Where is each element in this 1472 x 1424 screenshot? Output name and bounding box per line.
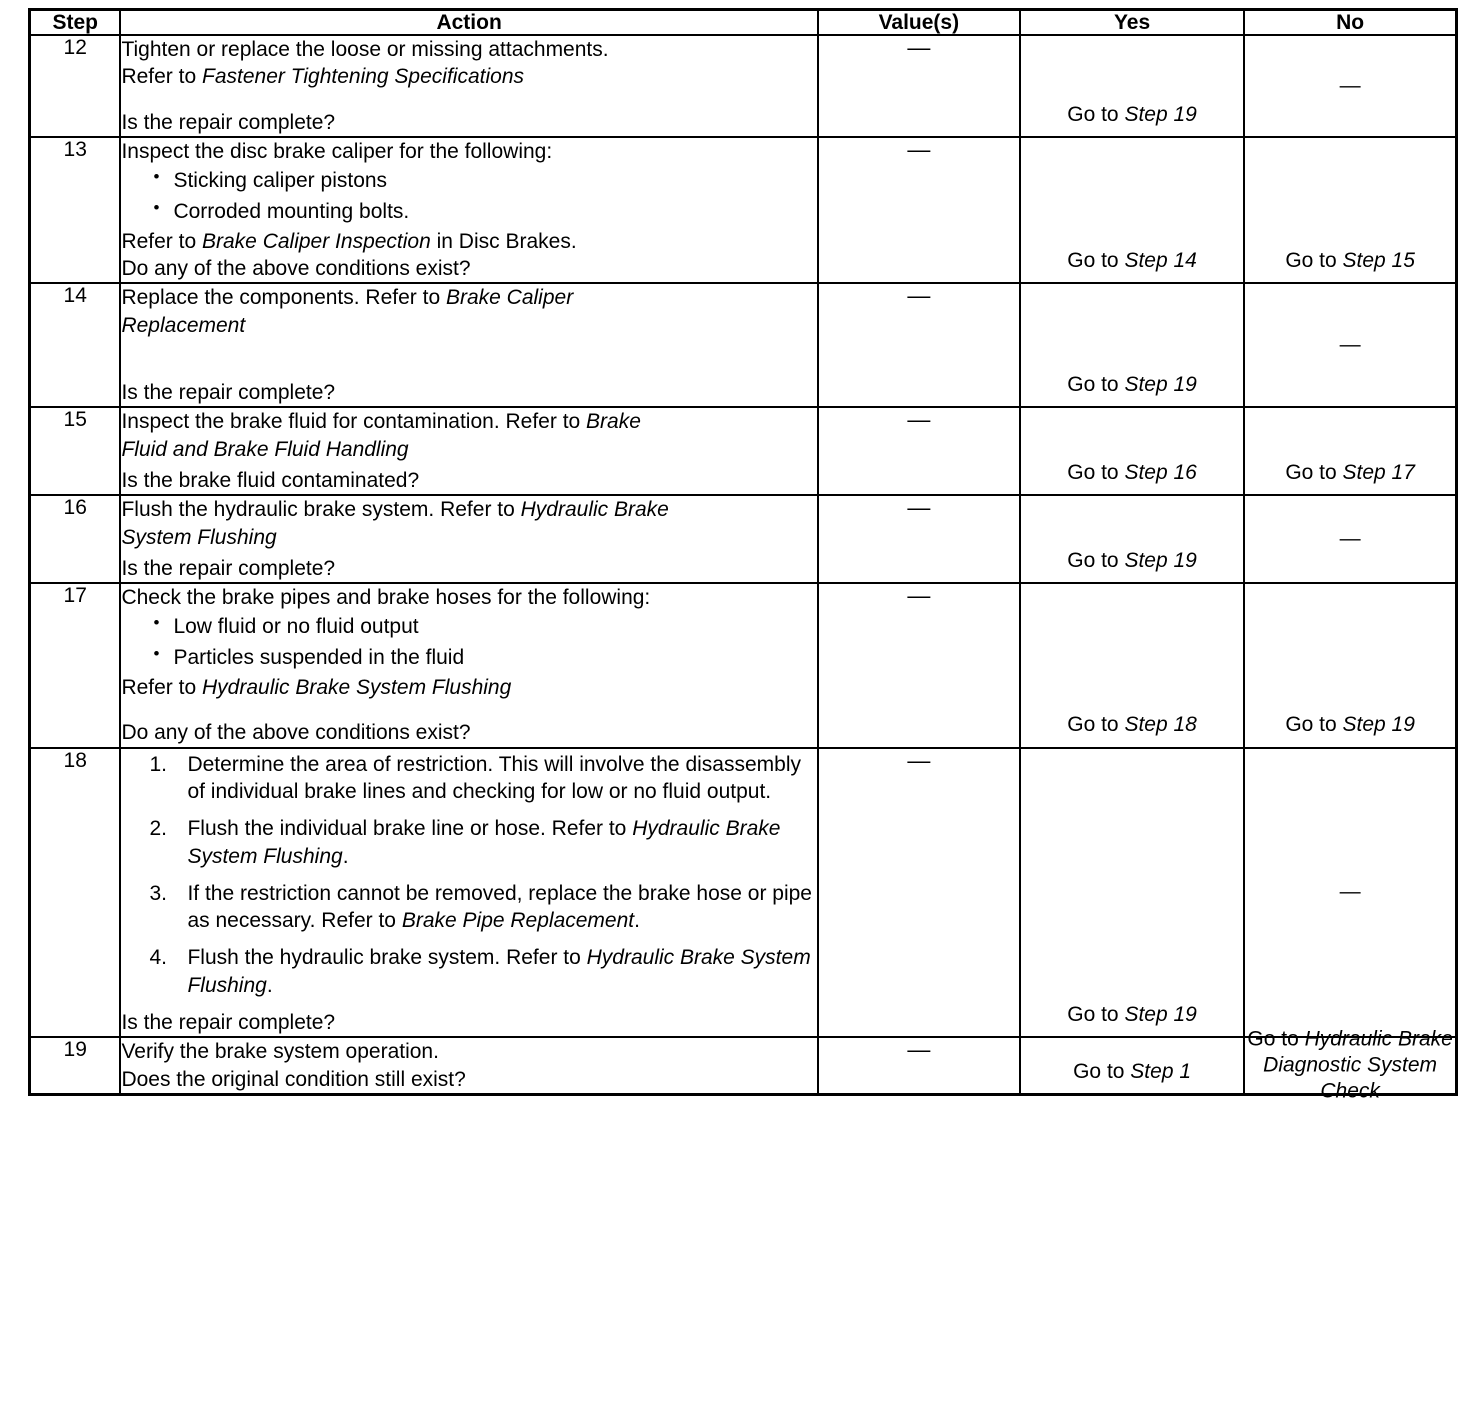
list-item: • Corroded mounting bolts. bbox=[151, 198, 816, 225]
action-question: Is the repair complete? bbox=[121, 1011, 336, 1034]
action-question: Is the repair complete? bbox=[121, 381, 336, 405]
refer-title: Brake Pipe Replacement bbox=[401, 909, 635, 933]
action-line: Check the brake pipes and brake hoses for the following: bbox=[121, 586, 651, 610]
column-header-action: Action bbox=[120, 10, 817, 36]
goto-target: Step 16 bbox=[1124, 461, 1197, 484]
goto-link[interactable] bbox=[1021, 460, 1243, 486]
column-header-step: Step bbox=[30, 10, 121, 36]
action-cell bbox=[120, 495, 817, 583]
list-item: • Low fluid or no fluid output bbox=[151, 613, 816, 640]
yes-cell bbox=[1020, 495, 1244, 583]
goto-target: Step 1 bbox=[1130, 1059, 1192, 1083]
step-number: 18 bbox=[30, 748, 121, 1038]
refer-suffix: in Disc Brakes. bbox=[430, 229, 577, 253]
table-row bbox=[30, 137, 1457, 283]
goto-target: Step 15 bbox=[1342, 249, 1415, 273]
action-line bbox=[121, 674, 816, 701]
list-item-suffix: . bbox=[342, 844, 349, 868]
value-dash: — bbox=[1339, 527, 1361, 551]
table-row bbox=[30, 1037, 1457, 1094]
list-item-text: Flush the individual brake line or hose. Refer to bbox=[187, 817, 633, 841]
goto-link[interactable] bbox=[1245, 460, 1455, 486]
action-line bbox=[121, 63, 816, 90]
value-cell bbox=[818, 137, 1020, 283]
action-cell bbox=[120, 35, 817, 137]
step-number: 15 bbox=[30, 407, 121, 495]
action-cell bbox=[120, 283, 817, 407]
refer-prefix: Inspect the brake fluid for contamination. Refer to bbox=[121, 410, 587, 434]
goto-target: Step 19 bbox=[1124, 548, 1197, 572]
list-item-text: Determine the area of restriction. This will involve the disassembly of individual brake lines and checking for low or no fluid output. bbox=[187, 752, 801, 803]
action-line bbox=[121, 228, 816, 255]
column-header-values: Value(s) bbox=[818, 10, 1020, 36]
goto-link[interactable] bbox=[1021, 372, 1243, 398]
value-cell bbox=[818, 583, 1020, 747]
list-item-suffix: . bbox=[266, 973, 273, 997]
refer-title: Brake Caliper Inspection bbox=[202, 229, 431, 253]
goto-prefix: Go to bbox=[1067, 102, 1125, 126]
goto-target: Step 17 bbox=[1342, 461, 1415, 484]
table-header bbox=[30, 10, 1457, 36]
refer-title: Brake Caliper bbox=[445, 286, 574, 310]
action-line bbox=[121, 284, 816, 311]
value-dash: — bbox=[907, 582, 931, 609]
value-cell bbox=[818, 1037, 1020, 1094]
action-line: Inspect the disc brake caliper for the following: bbox=[121, 139, 553, 163]
action-question: Do any of the above conditions exist? bbox=[121, 721, 471, 745]
value-cell bbox=[818, 283, 1020, 407]
goto-link[interactable] bbox=[1245, 1026, 1455, 1105]
table-row bbox=[30, 283, 1457, 407]
goto-target: Step 19 bbox=[1124, 102, 1197, 126]
goto-link[interactable] bbox=[1021, 102, 1243, 128]
action-line bbox=[121, 436, 816, 463]
refer-title: Fastener Tightening Specifications bbox=[202, 65, 524, 89]
action-line bbox=[121, 408, 816, 435]
goto-link[interactable] bbox=[1245, 712, 1455, 738]
action-cell bbox=[120, 748, 817, 1038]
refer-prefix: Refer to bbox=[121, 229, 202, 253]
table-row bbox=[30, 748, 1457, 1038]
refer-title: System Flushing bbox=[121, 525, 277, 549]
step-number: 12 bbox=[30, 35, 121, 137]
value-dash: — bbox=[1339, 880, 1361, 904]
goto-link[interactable] bbox=[1021, 712, 1243, 738]
goto-link[interactable] bbox=[1021, 1002, 1243, 1028]
action-line bbox=[121, 312, 816, 339]
refer-title: Hydraulic Brake bbox=[520, 498, 669, 522]
refer-title: Hydraulic Brake System Flushing bbox=[187, 946, 811, 997]
no-cell bbox=[1244, 283, 1456, 407]
yes-cell bbox=[1020, 748, 1244, 1038]
action-cell bbox=[120, 407, 817, 495]
yes-cell bbox=[1020, 583, 1244, 747]
value-cell bbox=[818, 748, 1020, 1038]
refer-prefix: Flush the hydraulic brake system. Refer to bbox=[121, 498, 521, 522]
table-row bbox=[30, 35, 1457, 137]
value-dash: — bbox=[907, 34, 931, 61]
value-dash: — bbox=[1339, 74, 1361, 98]
yes-cell bbox=[1020, 137, 1244, 283]
action-question: Do any of the above conditions exist? bbox=[121, 257, 471, 281]
goto-target: Step 14 bbox=[1124, 249, 1197, 273]
action-line: Tighten or replace the loose or missing attachments. bbox=[121, 38, 609, 62]
action-line bbox=[121, 524, 816, 551]
refer-title: Brake bbox=[586, 410, 641, 434]
list-item bbox=[143, 880, 816, 935]
value-cell bbox=[818, 35, 1020, 137]
goto-link[interactable] bbox=[1245, 248, 1455, 274]
numbered-list bbox=[121, 751, 816, 999]
no-cell bbox=[1244, 748, 1456, 1038]
action-cell bbox=[120, 137, 817, 283]
no-cell bbox=[1244, 137, 1456, 283]
refer-prefix: Refer to bbox=[121, 676, 202, 700]
goto-prefix: Go to bbox=[1285, 713, 1343, 737]
goto-target: Step 19 bbox=[1342, 713, 1415, 737]
bullet-list bbox=[121, 613, 816, 671]
action-line: Verify the brake system operation. bbox=[121, 1040, 439, 1064]
list-item: • Sticking caliper pistons bbox=[151, 167, 816, 194]
action-question: Is the repair complete? bbox=[121, 110, 336, 134]
action-question: Is the brake fluid contaminated? bbox=[121, 468, 420, 492]
list-item-text: If the restriction cannot be removed, replace the brake hose or pipe as necessary. Refer to bbox=[187, 881, 812, 933]
goto-prefix: Go to bbox=[1247, 1027, 1305, 1051]
goto-target: Step 19 bbox=[1124, 1003, 1197, 1027]
list-item: • Particles suspended in the fluid bbox=[151, 644, 816, 671]
step-number: 14 bbox=[30, 283, 121, 407]
no-cell bbox=[1244, 407, 1456, 495]
goto-prefix: Go to bbox=[1067, 373, 1125, 397]
spacer bbox=[121, 339, 816, 379]
value-dash: — bbox=[907, 494, 931, 521]
yes-cell bbox=[1020, 407, 1244, 495]
goto-prefix: Go to bbox=[1067, 1003, 1125, 1027]
action-cell bbox=[120, 583, 817, 747]
list-item-suffix: . bbox=[634, 909, 640, 933]
column-header-no: No bbox=[1244, 10, 1456, 36]
value-dash: — bbox=[1339, 333, 1361, 357]
step-number: 19 bbox=[30, 1037, 121, 1094]
value-cell bbox=[818, 495, 1020, 583]
value-dash: — bbox=[907, 282, 931, 309]
refer-prefix: Replace the components. Refer to bbox=[121, 286, 446, 310]
goto-prefix: Go to bbox=[1285, 461, 1343, 484]
goto-link[interactable] bbox=[1021, 248, 1243, 274]
action-line bbox=[121, 496, 816, 523]
yes-cell bbox=[1020, 35, 1244, 137]
no-cell bbox=[1244, 1027, 1456, 1103]
goto-prefix: Go to bbox=[1285, 249, 1343, 273]
spacer bbox=[121, 701, 816, 719]
goto-prefix: Go to bbox=[1067, 461, 1125, 484]
spacer bbox=[121, 91, 816, 109]
goto-link[interactable] bbox=[1021, 548, 1243, 574]
goto-target: Hydraulic Brake Diagnostic System Check bbox=[1263, 1027, 1453, 1103]
list-item bbox=[143, 751, 816, 806]
goto-prefix: Go to bbox=[1067, 713, 1125, 737]
value-dash: — bbox=[907, 746, 931, 773]
list-item-text: Flush the hydraulic brake system. Refer to bbox=[187, 946, 587, 970]
table-row bbox=[30, 495, 1457, 583]
no-cell bbox=[1244, 35, 1456, 137]
goto-target: Step 18 bbox=[1124, 713, 1197, 737]
no-cell bbox=[1244, 495, 1456, 583]
table-header-row bbox=[30, 10, 1457, 36]
step-number: 17 bbox=[30, 583, 121, 747]
refer-title: Replacement bbox=[121, 313, 246, 337]
action-question: Does the original condition still exist? bbox=[121, 1067, 466, 1091]
list-item bbox=[143, 944, 816, 999]
refer-prefix: Refer to bbox=[121, 65, 202, 89]
table-body bbox=[30, 34, 1457, 1103]
column-header-yes: Yes bbox=[1020, 10, 1244, 36]
table-row bbox=[30, 583, 1457, 747]
list-item bbox=[143, 815, 816, 870]
value-dash: — bbox=[907, 135, 931, 162]
refer-title: Hydraulic Brake System Flushing bbox=[187, 817, 781, 868]
goto-target: Step 19 bbox=[1124, 373, 1197, 397]
no-cell bbox=[1244, 583, 1456, 747]
diagnostic-table bbox=[28, 8, 1458, 1103]
action-question: Is the repair complete? bbox=[121, 556, 336, 580]
bullet-list bbox=[121, 167, 816, 225]
step-number: 16 bbox=[30, 495, 121, 583]
refer-title: Fluid and Brake Fluid Handling bbox=[121, 437, 409, 461]
refer-title: Hydraulic Brake System Flushing bbox=[202, 676, 512, 700]
goto-prefix: Go to bbox=[1067, 249, 1125, 273]
goto-prefix: Go to bbox=[1073, 1059, 1131, 1083]
value-dash: — bbox=[907, 1036, 931, 1063]
yes-cell bbox=[1020, 1037, 1244, 1094]
value-dash: — bbox=[907, 406, 931, 433]
goto-prefix: Go to bbox=[1067, 548, 1125, 572]
value-cell bbox=[818, 407, 1020, 495]
yes-cell bbox=[1020, 283, 1244, 407]
action-cell bbox=[120, 1037, 817, 1094]
goto-link[interactable] bbox=[1021, 1059, 1243, 1085]
table-row bbox=[30, 407, 1457, 495]
step-number: 13 bbox=[30, 137, 121, 283]
